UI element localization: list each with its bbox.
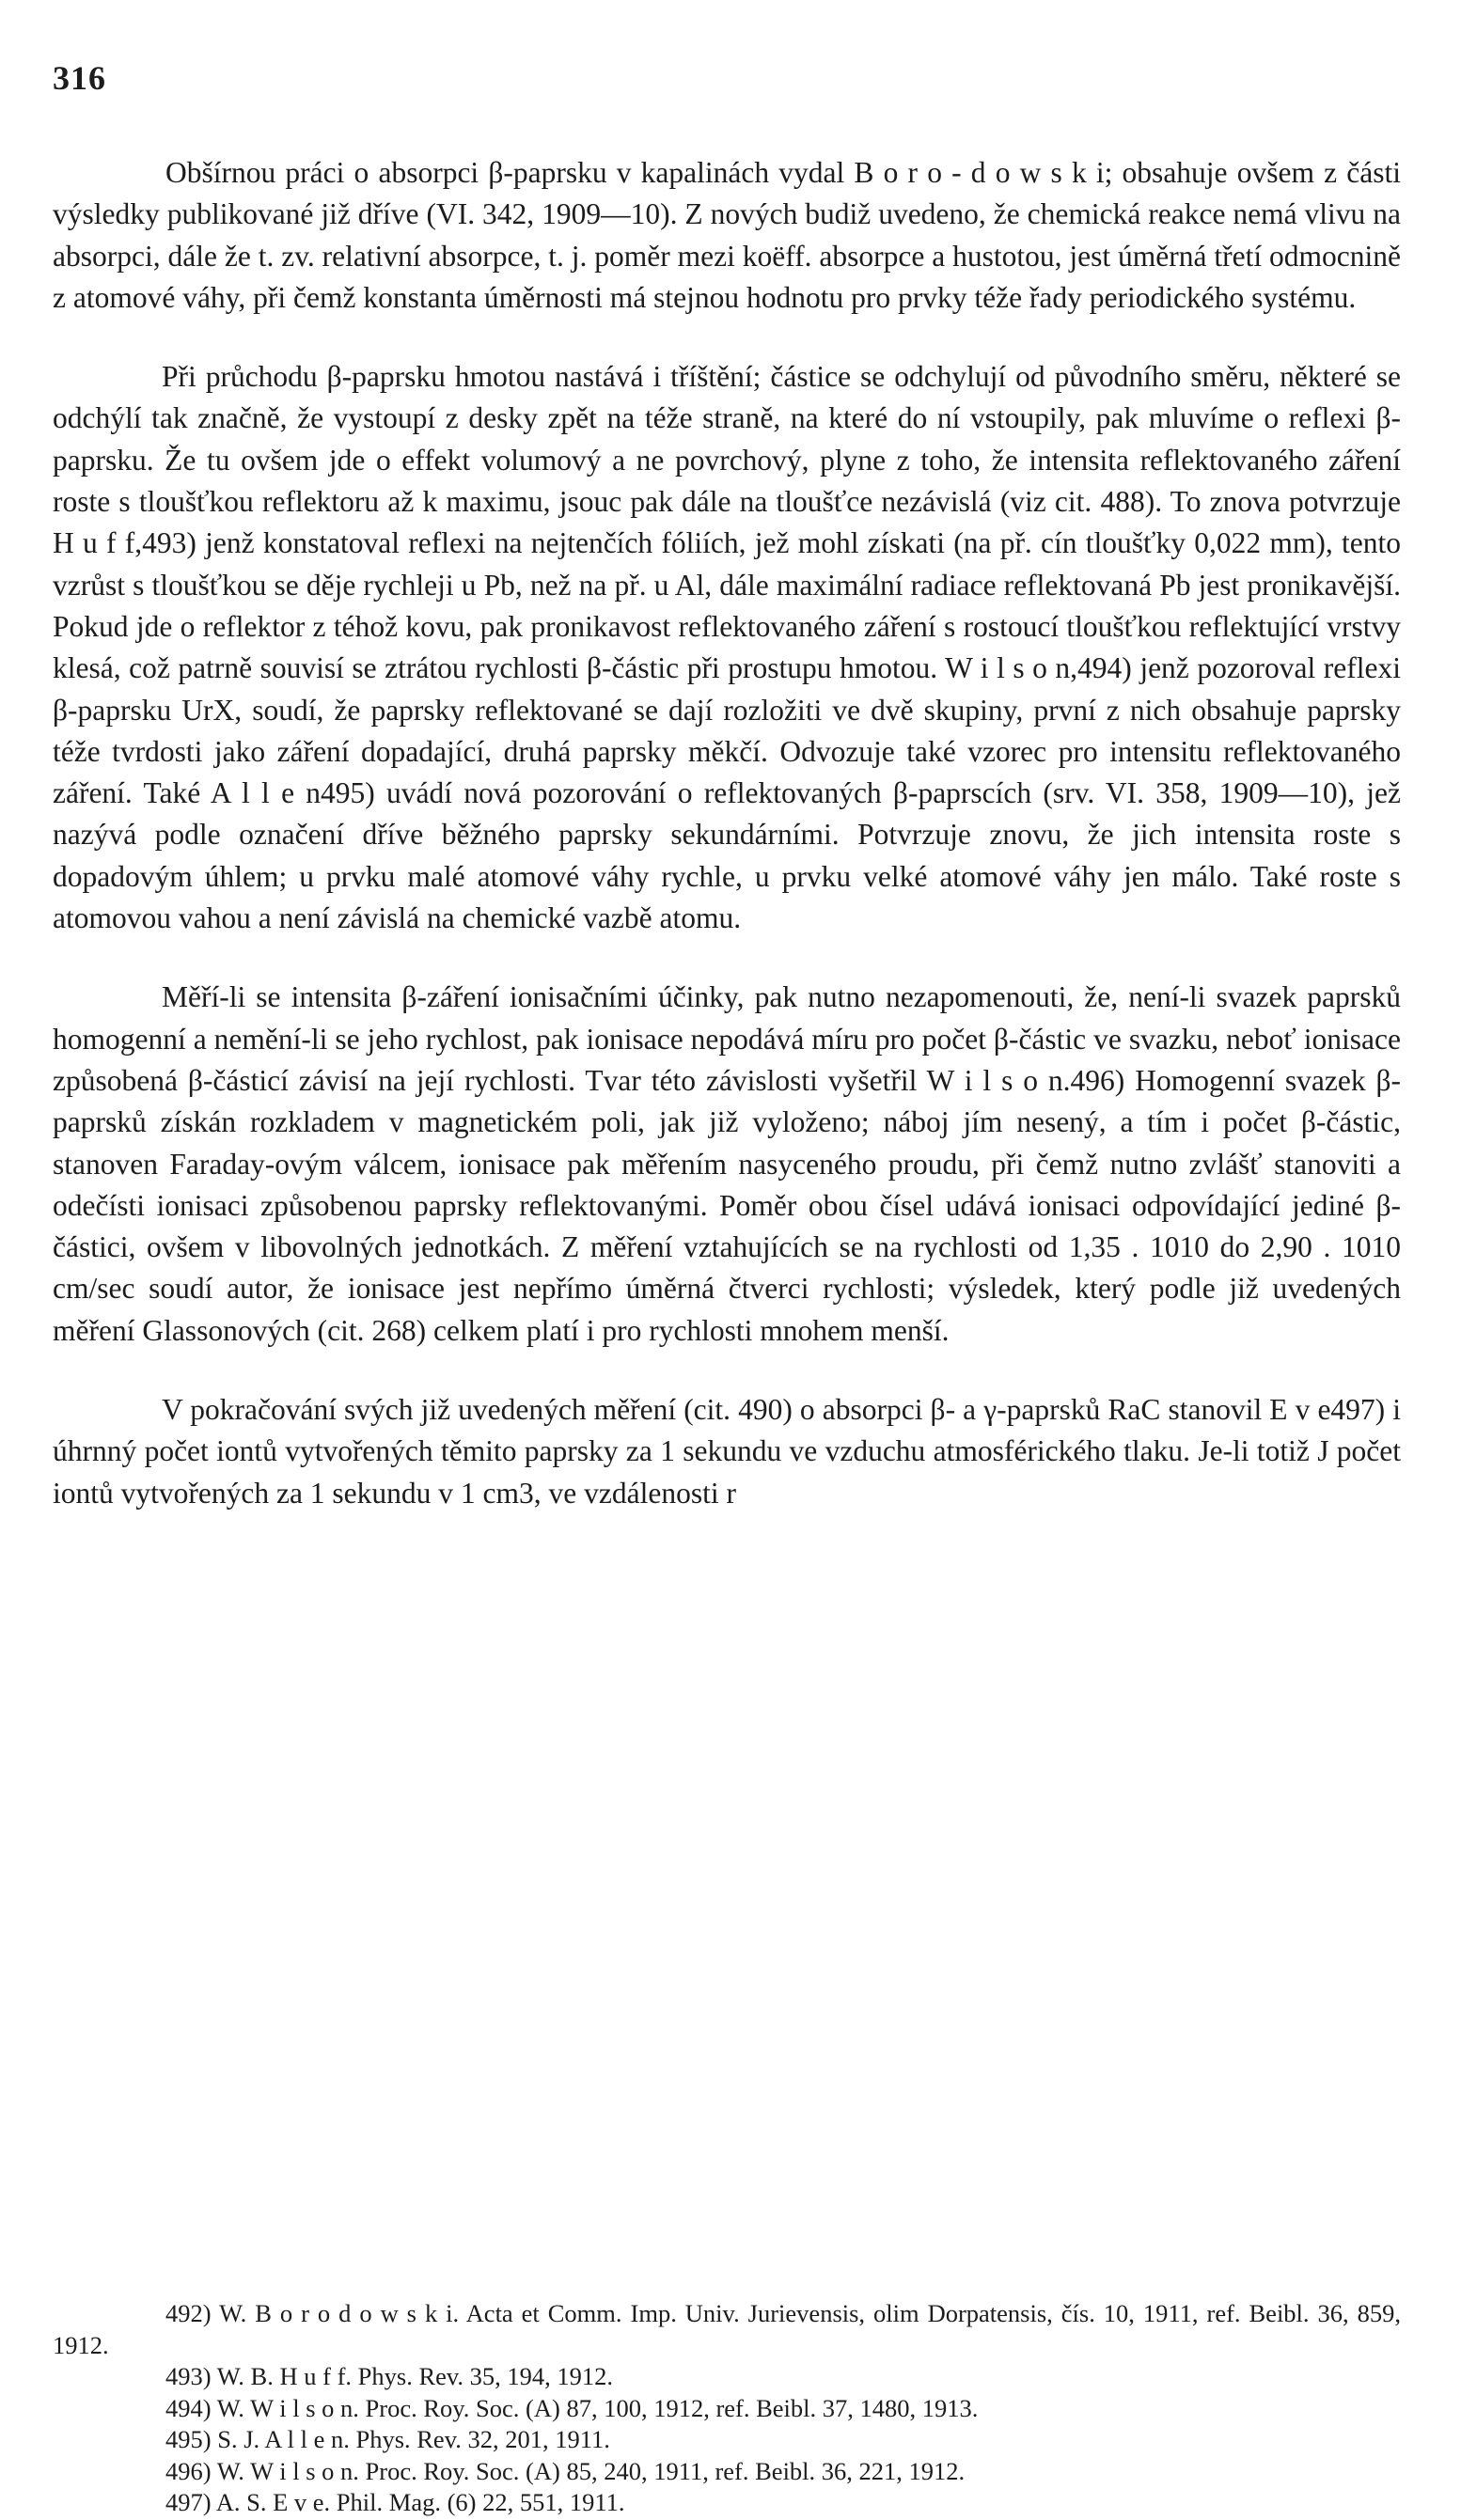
footnote-494: 494) W. W i l s o n. Proc. Roy. Soc. (A) 87, 100, 1912, ref. Beibl. 37, 1480, 1913. — [165, 2393, 979, 2422]
footnote-497: 497) A. S. E v e. Phil. Mag. (6) 22, 551, 1911. — [165, 2488, 625, 2516]
footnote-496: 496) W. W i l s o n. Proc. Roy. Soc. (A) 85, 240, 1911, ref. Beibl. 36, 221, 1912. — [165, 2456, 966, 2485]
footnote-493: 493) W. B. H u f f. Phys. Rev. 35, 194, 1912. — [165, 2362, 614, 2390]
footnotes — [53, 2298, 1401, 2519]
paragraph-eve-measurements: V pokračování svých již uvedených měření (cit. 490) o absorpci β- a γ-paprsků RaC stanovil E v e497) i úhrnný počet iontů vytvořených těmito paprsky za 1 sekundu ve vzduchu atmosférického tlaku. Je-li totiž J počet iontů vytvořených za 1 sekundu v 1 cm3, ve vzdálenosti r — [53, 1393, 1401, 1510]
footnote-492: 492) W. B o r o d o w s k i. Acta et Comm. Imp. Univ. Jurievensis, olim Dorpatensis, čís. 10, 1911, ref. Beibl. 36, 859, 1912. — [53, 2299, 1401, 2359]
page-number: 316 — [53, 59, 106, 97]
paragraph-reflection: Při průchodu β-paprsku hmotou nastává i tříštění; částice se odchylují od původního směru, některé se odchýlí tak značně, že vystoupí z desky zpět na téže straně, na které do ní vstoupily, pak mluvíme o reflexi β-paprsku. Že tu ovšem jde o effekt volumový a ne povrchový, plyne z toho, že intensita reflektovaného záření roste s tloušťkou reflektoru až k maximu, jsouc pak dále na tloušťce nezávislá (viz cit. 488). To znova potvrzuje H u f f,493) jenž konstatoval reflexi na nejtenčích fóliích, jež mohl získati (na př. cín tloušťky 0,022 mm), tento vzrůst s tloušťkou se děje rychleji u Pb, než na př. u Al, dále maximální radiace reflektovaná Pb jest pronikavější. Pokud jde o reflektor z téhož kovu, pak pronikavost reflektovaného záření s rostoucí tloušťkou reflektující vrstvy klesá, což patrně souvisí se ztrátou rychlosti β-částic při prostupu hmotou. W i l s o n,494) jenž pozoroval reflexi β-paprsku UrX, soudí, že paprsky reflektované se dají rozložiti ve dvě skupiny, první z nich obsahuje paprsky téže tvrdosti jako záření dopadající, druhá paprsky měkčí. Odvozuje také vzorec pro intensitu reflektovaného záření. Také A l l e n495) uvádí nová pozorování o reflektovaných β-paprscích (srv. VI. 358, 1909—10), jež nazývá podle označení dříve běžného paprsky sekundárními. Potvrzuje znovu, že jich intensita roste s dopadovým úhlem; u prvku malé atomové váhy rychle, u prvku velké atomové váhy jen málo. Také roste s atomovou vahou a není závislá na chemické vazbě atomu. — [53, 360, 1401, 935]
body-text — [53, 152, 1401, 1514]
paragraph-absorption-liquids: Obšírnou práci o absorpci β-paprsku v kapalinách vydal B o r o - d o w s k i; obsahuje ovšem z části výsledky publikované již dříve (VI. 342, 1909—10). Z nových budiž uvedeno, že chemická reakce nemá vlivu na absorpci, dále že t. zv. relativní absorpce, t. j. poměr mezi koëff. absorpce a hustotou, jest úměrná třetí odmocnině z atomové váhy, při čemž konstanta úměrnosti má stejnou hodnotu pro prvky téže řady periodického systému. — [53, 156, 1401, 314]
footnote-495: 495) S. J. A l l e n. Phys. Rev. 32, 201, 1911. — [165, 2425, 610, 2453]
paragraph-ionisation: Měří-li se intensita β-záření ionisačními účinky, pak nutno nezapomenouti, že, není-li svazek paprsků homogenní a nemění-li se jeho rychlost, pak ionisace nepodává míru pro počet β-částic ve svazku, neboť ionisace způsobená β-částicí závisí na její rychlosti. Tvar této závislosti vyšetřil W i l s o n.496) Homogenní svazek β-paprsků získán rozkladem v magnetickém poli, jak již vyloženo; náboj jím nesený, a tím i počet β-částic, stanoven Faraday-ovým válcem, ionisace pak měřením nasyceného proudu, při čemž nutno zvlášť stanoviti a odečísti ionisaci způsobenou paprsky reflektovanými. Poměr obou čísel udává ionisaci odpovídající jediné β-částici, ovšem v libovolných jednotkách. Z měření vztahujících se na rychlosti od 1,35 . 1010 do 2,90 . 1010 cm/sec soudí autor, že ionisace jest nepřímo úměrná čtverci rychlosti; výsledek, který podle již uvedených měření Glassonových (cit. 268) celkem platí i pro rychlosti mnohem menší. — [53, 980, 1401, 1347]
